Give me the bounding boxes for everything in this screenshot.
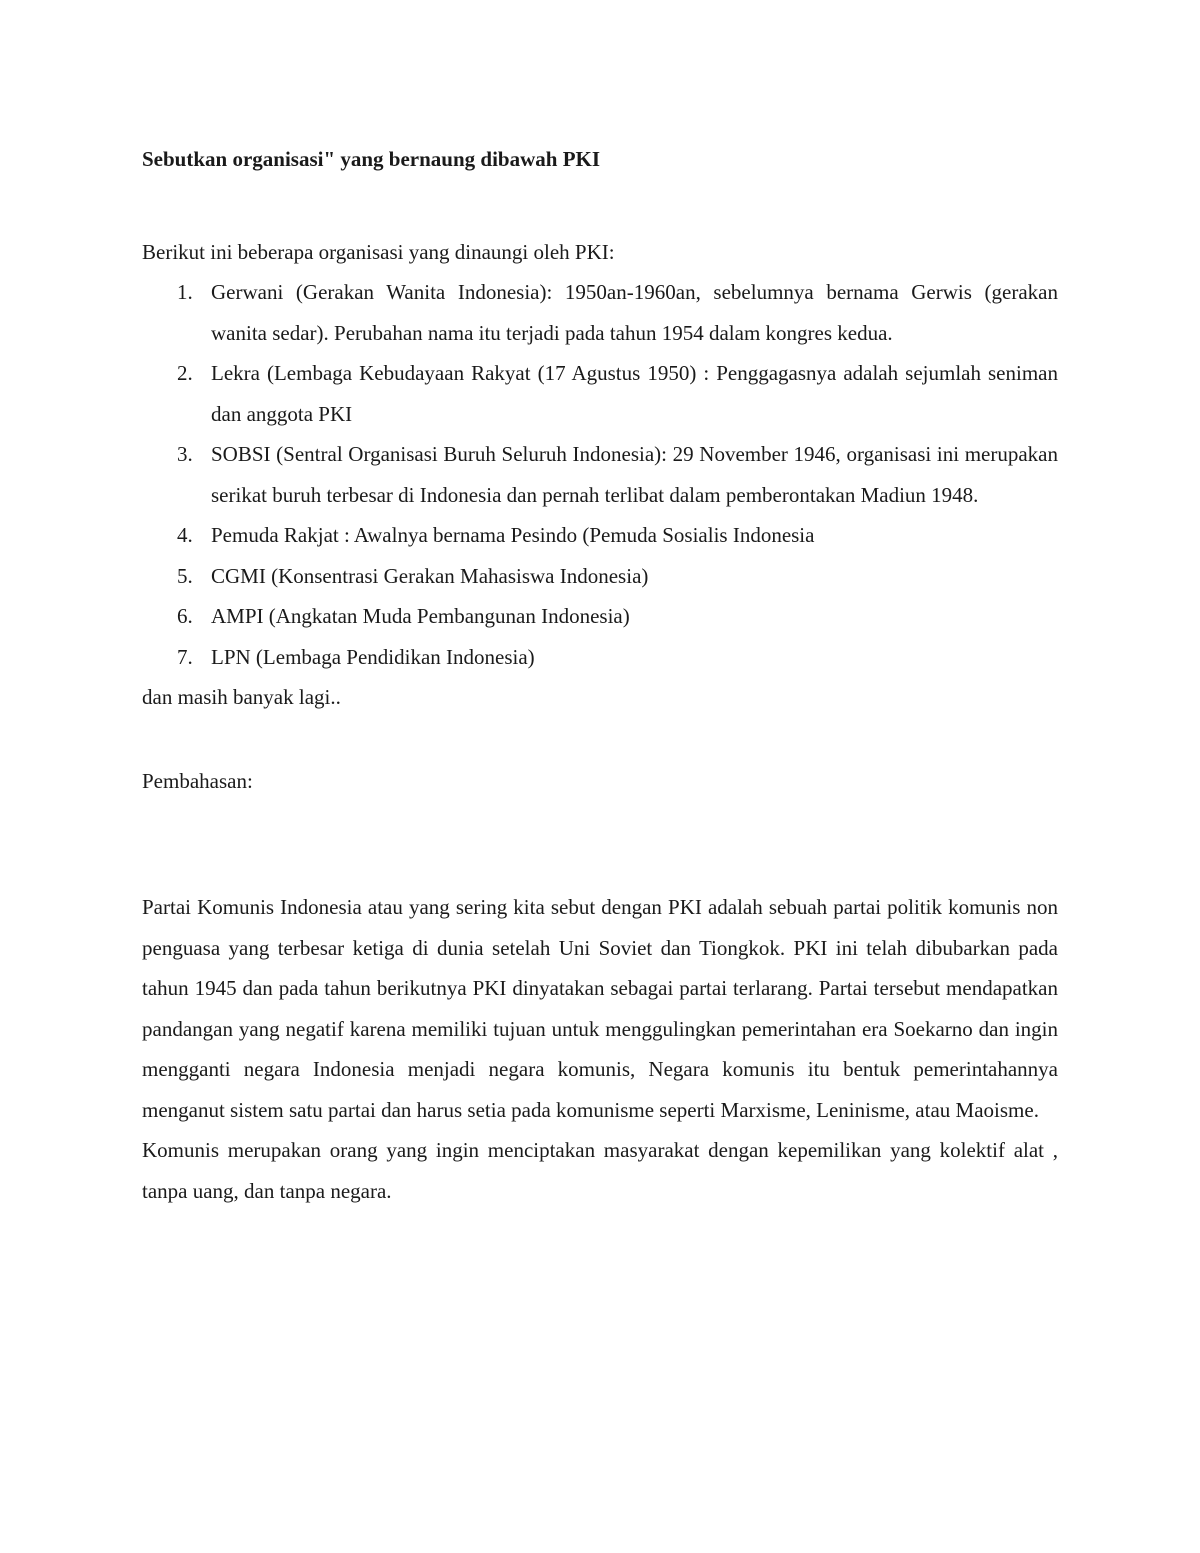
intro-text: Berikut ini beberapa organisasi yang dinaungi oleh PKI:	[142, 240, 615, 264]
list-item: AMPI (Angkatan Muda Pembangunan Indonesia)	[211, 604, 630, 628]
list-item: SOBSI (Sentral Organisasi Buruh Seluruh Indonesia): 29 November 1946, organisasi ini merupakan serikat buruh terbesar di Indonesia dan pernah terlibat dalam pemberontakan Madiun 1948.	[211, 442, 1058, 507]
body-paragraph: Partai Komunis Indonesia atau yang sering kita sebut dengan PKI adalah sebuah partai politik komunis non penguasa yang terbesar ketiga di dunia setelah Uni Soviet dan Tiongkok. PKI ini telah dibubarkan pada tahun 1945 dan pada tahun berikutnya PKI dinyatakan sebagai partai terlarang. Partai tersebut mendapatkan pandangan yang negatif karena memiliki tujuan untuk menggulingkan pemerintahan era Soekarno dan ingin mengganti negara Indonesia menjadi negara komunis, Negara komunis itu bentuk pemerintahannya menganut sistem satu partai dan harus setia pada komunisme seperti Marxisme, Leninisme, atau Maoisme.	[142, 895, 1058, 1122]
list-item: Lekra (Lembaga Kebudayaan Rakyat (17 Agustus 1950) : Penggagasnya adalah sejumlah seniman dan anggota PKI	[211, 361, 1058, 426]
document-title: Sebutkan organisasi" yang bernaung dibawah PKI	[142, 147, 601, 171]
body-paragraph: Komunis merupakan orang yang ingin menciptakan masyarakat dengan kepemilikan yang kolektif alat , tanpa uang, dan tanpa negara.	[142, 1138, 1058, 1203]
section-heading: Pembahasan:	[142, 769, 253, 793]
list-item: Gerwani (Gerakan Wanita Indonesia): 1950an-1960an, sebelumnya bernama Gerwis (gerakan wanita sedar). Perubahan nama itu terjadi pada tahun 1954 dalam kongres kedua.	[211, 280, 1058, 345]
list-item: Pemuda Rakjat : Awalnya bernama Pesindo (Pemuda Sosialis Indonesia	[211, 523, 815, 547]
document-body	[142, 138, 1058, 1211]
list-item: CGMI (Konsentrasi Gerakan Mahasiswa Indonesia)	[211, 563, 649, 588]
outro-text: dan masih banyak lagi..	[142, 685, 341, 709]
organization-list	[142, 272, 1058, 677]
list-item: LPN (Lembaga Pendidikan Indonesia)	[211, 644, 535, 669]
